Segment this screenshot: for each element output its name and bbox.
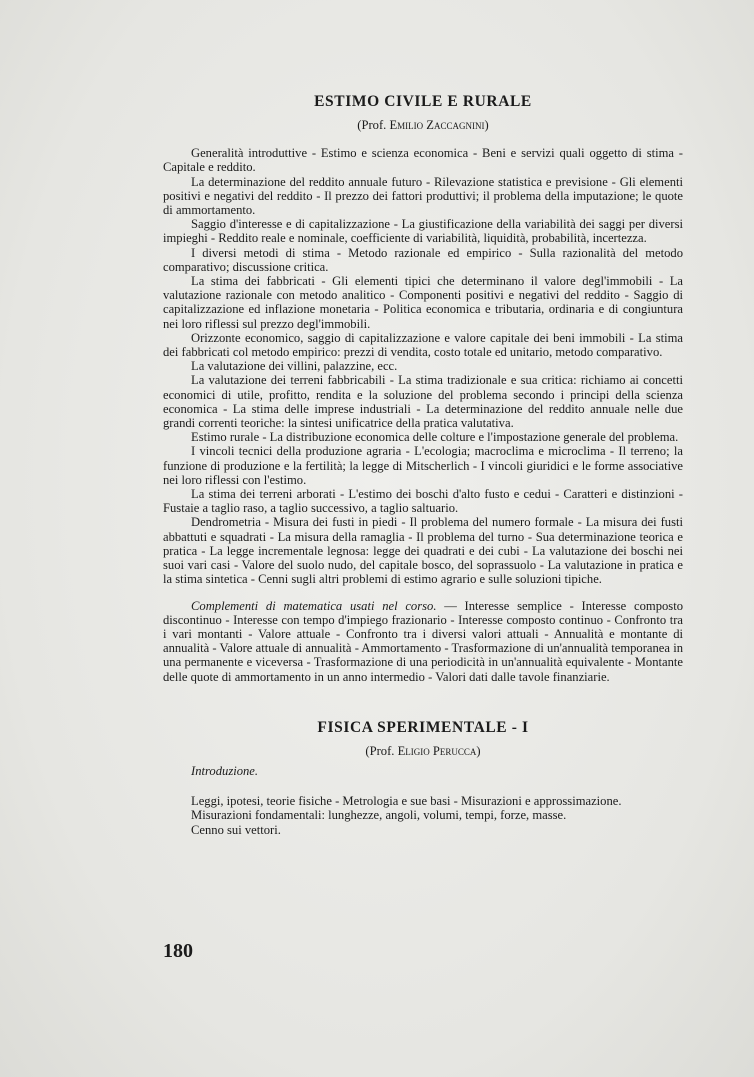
- complement-text: — Interesse semplice - Interesse composto discontinuo - Interesse con tempo d'impiego frazionario - Interesse composto continuo - Confronto tra i vari montanti - Valore attuale - Confronto tra i diversi valori attuali - Annualità e montante di annualità - Valore attuale di annualità - Ammortamento - Trasformazione di un'annualità temporanea in una permanente e viceversa - Trasformazione di una periodicità in un'annualità equivalente - Montante delle quote di ammortamento in un anno intermedio - Valori dati dalle tavole finanziarie.: [163, 598, 683, 684]
- intro-label: Introduzione.: [191, 763, 259, 778]
- spacer: [163, 587, 683, 599]
- prof-prefix: (Prof.: [365, 743, 398, 758]
- professor-name-estimo: Emilio Zaccagnini: [389, 118, 485, 132]
- complement-title: Complementi di matematica usati nel corso.: [191, 598, 437, 613]
- paragraph: La stima dei fabbricati - Gli elementi tipici che determinano il valore degl'immobili - La valutazione razionale con metodo analitico - Componenti positivi e negativi del reddito - Saggio di capitalizzazione ed inflazione monetaria - Politica economica e tributaria, ordinaria e di congiuntura nei loro riflessi sul prezzo degl'immobili.: [163, 274, 683, 331]
- paragraph: Orizzonte economico, saggio di capitalizzazione e valore capitale dei beni immobili - La stima dei fabbricati col metodo empirico: prezzi di vendita, costo totale ed unitario, metodo comparativo.: [163, 330, 683, 360]
- professor-name-fisica: Eligio Perucca: [397, 743, 477, 758]
- complement-paragraph: [163, 599, 683, 684]
- paragraph: Estimo rurale - La distribuzione economica delle colture e l'impostazione generale del problema.: [191, 430, 679, 445]
- paragraph: Dendrometria - Misura dei fusti in piedi - Il problema del numero formale - La misura dei fusti abbattuti e squadrati - La misura della ramaglia - Il problema del turno - Sua determinazione teorica e pratica - La legge incrementale legnosa: legge dei quadrati e dei cubi - La valutazione dei boschi nei suoi vari casi - Valore del suolo nudo, del capitale bosco, del soprassuolo - La valutazione in pratica e la stima sintetica - Cenni sugli altri problemi di estimo agrario e sulle soluzioni tipiche.: [163, 515, 683, 587]
- professor-line-fisica: [163, 744, 683, 758]
- prof-prefix: (Prof.: [357, 118, 390, 132]
- paragraph: La determinazione del reddito annuale futuro - Rilevazione statistica e previsione - Gli elementi positivi e negativi del reddito - Il prezzo dei fattori produttivi; il problema della imputazione; le quote di ammortamento.: [163, 174, 683, 218]
- paragraph: La valutazione dei terreni fabbricabili - La stima tradizionale e sua critica: richiamo ai concetti economici di utile, profitto, rendita e la soluzione del problema secondo i principi della scienza economica - La stima delle imprese industriali - La determinazione del reddito annuale nelle due grandi correnti teoriche: la sintesi unificatrice della pratica valutativa.: [163, 373, 683, 431]
- section-title-fisica: FISICA SPERIMENTALE - I: [317, 718, 529, 736]
- paragraph: I diversi metodi di stima - Metodo razionale ed empirico - Sulla razionalità del metodo comparativo; discussione critica.: [163, 245, 683, 274]
- paragraph: Generalità introduttive - Estimo e scienza economica - Beni e servizi quali oggetto di stima - Capitale e reddito.: [163, 146, 683, 175]
- page-number: 180: [163, 940, 193, 962]
- professor-line-estimo: [163, 118, 683, 132]
- paragraph: Leggi, ipotesi, teorie fisiche - Metrologia e sue basi - Misurazioni e approssimazione.: [191, 794, 622, 809]
- paragraph: La stima dei terreni arborati - L'estimo dei boschi d'alto fusto e cedui - Caratteri e distinzioni - Fustaie a taglio raso, a taglio successivo, a taglio saltuario.: [163, 487, 683, 516]
- paragraph: Saggio d'interesse e di capitalizzazione - La giustificazione della variabilità dei saggi per diversi impieghi - Reddito reale e nominale, coefficiente di variabilità, liquidità, probabilità, incertezza.: [163, 217, 683, 246]
- prof-suffix: ): [476, 743, 481, 758]
- section-title-estimo: ESTIMO CIVILE E RURALE: [314, 93, 532, 110]
- paragraph: La valutazione dei villini, palazzine, ecc.: [191, 359, 398, 374]
- paragraph: Misurazioni fondamentali: lunghezze, angoli, volumi, tempi, forze, masse.: [191, 808, 567, 823]
- prof-suffix: ): [484, 118, 489, 132]
- page-content: [163, 92, 683, 837]
- spacer: [163, 778, 683, 794]
- section-body-estimo: [163, 146, 683, 684]
- paragraph: I vincoli tecnici della produzione agraria - L'ecologia; macroclima e microclima - Il terreno; la funzione di produzione e la fertilità; la legge di Mitscherlich - I vincoli giuridici e le forme associative nei loro riflessi con l'estimo.: [163, 444, 683, 487]
- paragraph: Cenno sui vettori.: [191, 822, 281, 837]
